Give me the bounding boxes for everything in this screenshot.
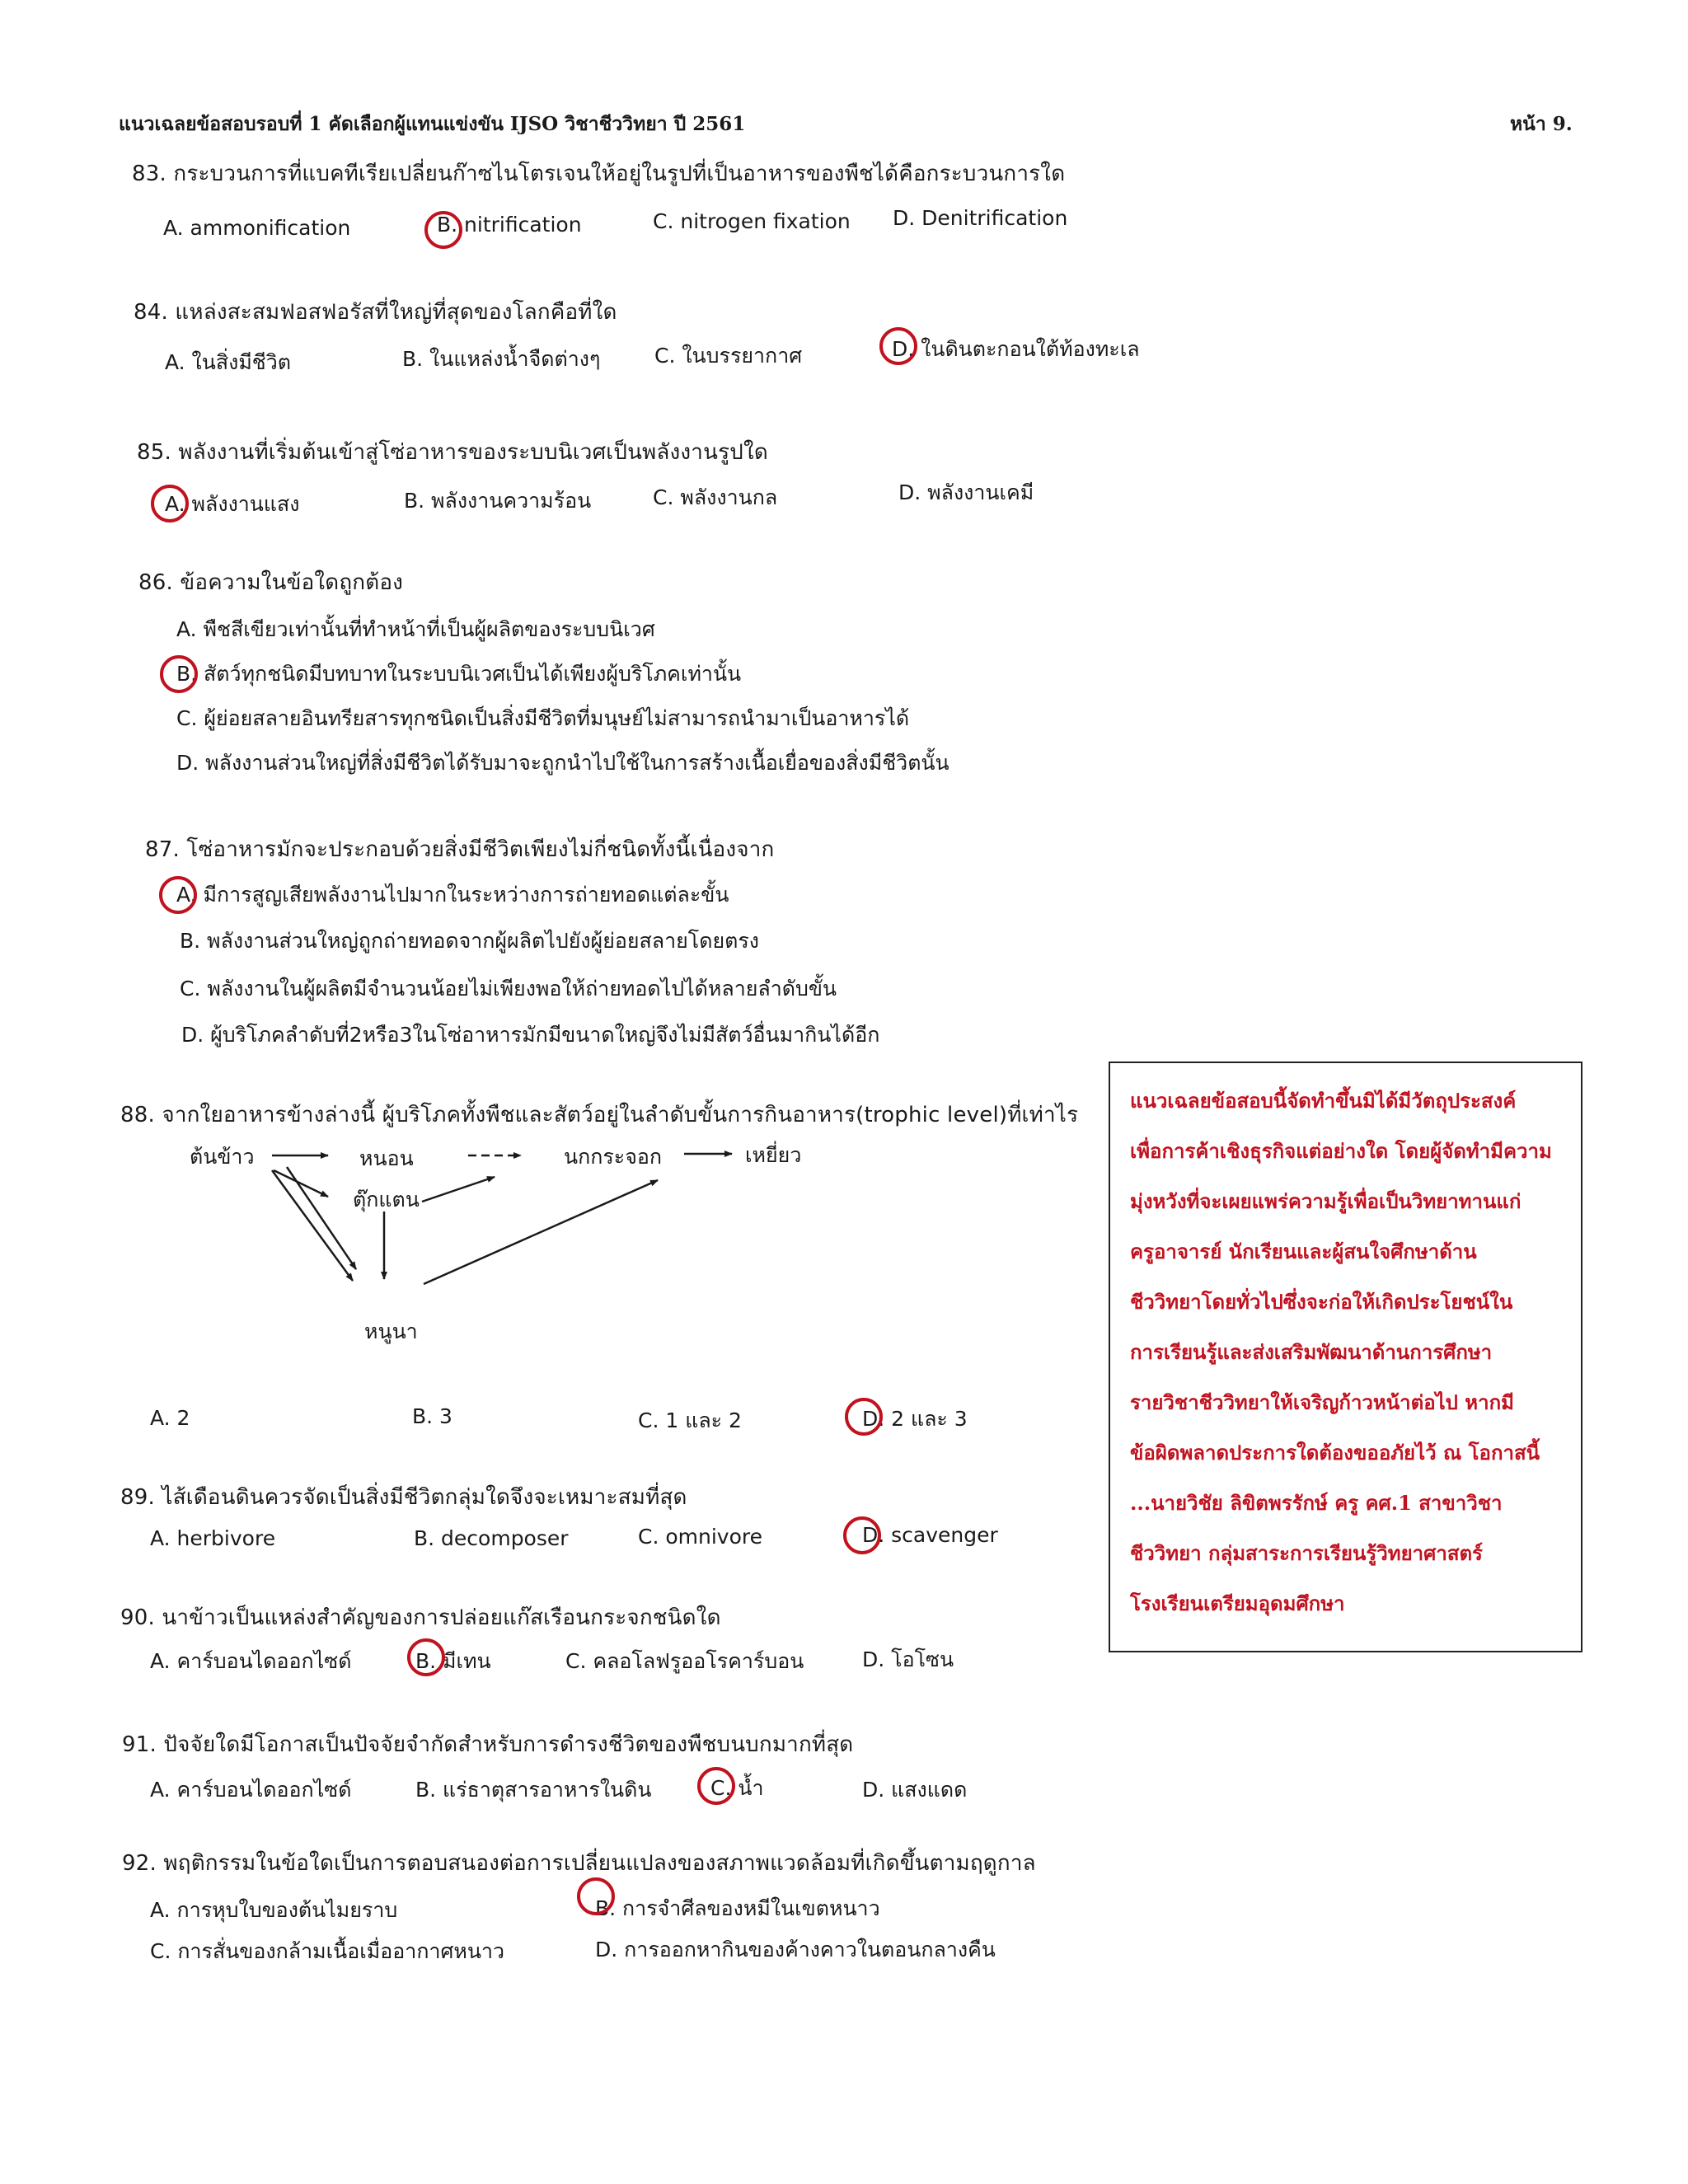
q90-option-a: A. คาร์บอนไดออกไซด์ — [150, 1649, 352, 1673]
q85-option-d: D. พลังงานเคมี — [898, 480, 1034, 504]
q87-option-a: A. มีการสูญเสียพลังงานไปมากในระหว่างการถ่ายทอดแต่ละขั้น — [176, 883, 729, 907]
q87-option-c: C. พลังงานในผู้ผลิตมีจำนวนน้อยไม่เพียงพอให้ถ่ายทอดไปได้หลายลำดับขั้น — [180, 977, 837, 1001]
answer-circle-89 — [843, 1516, 881, 1554]
q86-option-d: D. พลังงานส่วนใหญ่ที่สิ่งมีชีวิตได้รับมาจะถูกนำไปใช้ในการสร้างเนื้อเยื่อของสิ่งมีชีวิตนั้น — [176, 751, 950, 775]
document-title: แนวเฉลยข้อสอบรอบที่ 1 คัดเลือกผู้แทนแข่งขัน IJSO วิชาชีววิทยา ปี 2561 — [119, 113, 746, 135]
q84-option-a: A. ในสิ่งมีชีวิต — [165, 350, 292, 374]
q88-option-b: B. 3 — [412, 1404, 452, 1428]
note-line: โรงเรียนเตรียมอุดมศึกษา — [1130, 1591, 1345, 1615]
q90-option-d: D. โอโซน — [862, 1647, 954, 1671]
note-line: ครูอาจารย์ นักเรียนและผู้สนใจศึกษาด้าน — [1130, 1240, 1477, 1263]
q91-option-b: B. แร่ธาตุสารอาหารในดิน — [415, 1778, 652, 1802]
q91-option-c: C. น้ำ — [710, 1776, 764, 1800]
q85-option-b: B. พลังงานความร้อน — [404, 489, 592, 513]
answer-circle-88 — [845, 1398, 883, 1436]
q85-option-c: C. พลังงานกล — [653, 485, 778, 509]
food-web-node-bird: นกกระจอก — [564, 1145, 663, 1169]
q83-option-c: C. nitrogen fixation — [653, 209, 851, 233]
answer-circle-92 — [577, 1877, 615, 1915]
note-line: การเรียนรู้และส่งเสริมพัฒนาด้านการศึกษา — [1130, 1340, 1493, 1364]
arrow-rice-rat-2 — [287, 1167, 356, 1269]
q84-option-b: B. ในแหล่งน้ำจืดต่างๆ — [402, 347, 601, 371]
page-number: หน้า 9. — [1510, 113, 1573, 135]
note-line: แนวเฉลยข้อสอบนี้จัดทำขึ้นมิได้มีวัตถุประสงค์ — [1130, 1089, 1517, 1113]
food-web-node-rat: หนูนา — [364, 1319, 418, 1343]
note-line: ข้อผิดพลาดประการใดต้องขออภัยไว้ ณ โอกาสนี้ — [1130, 1441, 1540, 1465]
q90-option-c: C. คลอโลฟรูออโรคาร์บอน — [565, 1649, 804, 1673]
q87-option-b: B. พลังงานส่วนใหญ่ถูกถ่ายทอดจากผู้ผลิตไปยังผู้ย่อยสลายโดยตรง — [180, 929, 759, 953]
food-web-node-worm: หนอน — [359, 1146, 414, 1170]
question-91: 91. ปัจจัยใดมีโอกาสเป็นปัจจัยจำกัดสำหรับการดำรงชีวิตของพืชบนบกมากที่สุด — [122, 1732, 854, 1757]
answer-circle-90 — [407, 1638, 445, 1676]
q87-option-d: D. ผู้บริโภคลำดับที่2หรือ3ในโซ่อาหารมักมีขนาดใหญ่จึงไม่มีสัตว์อื่นมากินได้อีก — [181, 1023, 880, 1047]
q89-option-b: B. decomposer — [414, 1526, 569, 1550]
food-web-node-hawk: เหยี่ยว — [745, 1143, 802, 1167]
q92-option-c: C. การสั่นของกล้ามเนื้อเมื่ออากาศหนาว — [150, 1939, 505, 1963]
arrow-gecko-bird — [422, 1177, 495, 1202]
arrow-rat-hawk — [424, 1180, 658, 1284]
q86-option-a: A. พืชสีเขียวเท่านั้นที่ทำหน้าที่เป็นผู้ผลิตของระบบนิเวศ — [176, 617, 655, 641]
q91-option-a: A. คาร์บอนไดออกไซด์ — [150, 1778, 352, 1802]
q88-option-c: C. 1 และ 2 — [638, 1408, 742, 1432]
q88-option-d: D. 2 และ 3 — [862, 1407, 968, 1431]
question-83: 83. กระบวนการที่แบคทีเรียเปลี่ยนก๊าซไนโตรเจนให้อยู่ในรูปที่เป็นอาหารของพืชได้คือกระบวนการใด — [132, 162, 1066, 186]
q86-option-c: C. ผู้ย่อยสลายอินทรียสารทุกชนิดเป็นสิ่งมีชีวิตที่มนุษย์ไม่สามารถนำมาเป็นอาหารได้ — [176, 706, 910, 730]
q84-option-c: C. ในบรรยากาศ — [654, 344, 803, 368]
question-89: 89. ไส้เดือนดินควรจัดเป็นสิ่งมีชีวิตกลุ่มใดจึงจะเหมาะสมที่สุด — [120, 1485, 687, 1510]
question-90: 90. นาข้าวเป็นแหล่งสำคัญของการปล่อยแก๊สเรือนกระจกชนิดใด — [120, 1605, 721, 1630]
answer-circle-91 — [697, 1767, 735, 1805]
question-88: 88. จากใยอาหารข้างล่างนี้ ผู้บริโภคทั้งพืชและสัตว์อยู่ในลำดับขั้นการกินอาหาร(trophic level)ที่เท่าไร — [120, 1103, 1079, 1127]
q88-option-a: A. 2 — [150, 1406, 190, 1430]
q92-option-a: A. การหุบใบของต้นไมยราบ — [150, 1898, 398, 1922]
food-web-node-gecko: ตุ๊กแตน — [353, 1188, 420, 1212]
question-85: 85. พลังงานที่เริ่มต้นเข้าสู่โซ่อาหารของระบบนิเวศเป็นพลังงานรูปใด — [137, 440, 768, 465]
arrow-rice-rat-1 — [272, 1170, 353, 1281]
question-84: 84. แหล่งสะสมฟอสฟอรัสที่ใหญ่ที่สุดของโลกคือที่ใด — [134, 300, 617, 325]
q92-option-b: B. การจำศีลของหมีในเขตหนาว — [595, 1896, 880, 1920]
note-line: รายวิชาชีววิทยาให้เจริญก้าวหน้าต่อไป หากมี — [1130, 1390, 1514, 1414]
q89-option-d: D. scavenger — [862, 1523, 998, 1547]
food-web-node-rice: ต้นข้าว — [190, 1145, 255, 1169]
q89-option-a: A. herbivore — [150, 1526, 276, 1550]
q83-option-a: A. ammonification — [163, 216, 351, 240]
question-86: 86. ข้อความในข้อใดถูกต้อง — [138, 570, 404, 595]
note-line: ชีววิทยาโดยทั่วไปซึ่งจะก่อให้เกิดประโยชน์ใน — [1130, 1290, 1513, 1314]
note-line: มุ่งหวังที่จะเผยแพร่ความรู้เพื่อเป็นวิทยาทานแก่ — [1130, 1189, 1522, 1213]
question-92: 92. พฤติกรรมในข้อใดเป็นการตอบสนองต่อการเปลี่ยนแปลงของสภาพแวดล้อมที่เกิดขึ้นตามฤดูกาล — [122, 1851, 1036, 1876]
q85-option-a: A. พลังงานแสง — [165, 492, 300, 516]
q83-option-d: D. Denitrification — [893, 206, 1068, 230]
q84-option-d: D. ในดินตะกอนใต้ท้องทะเล — [892, 337, 1140, 361]
q83-option-b: B. nitrification — [437, 213, 582, 237]
q90-option-b: B. มีเทน — [415, 1649, 491, 1673]
disclaimer-note-box — [1109, 1062, 1582, 1652]
q89-option-c: C. omnivore — [638, 1525, 762, 1549]
q86-option-b: B. สัตว์ทุกชนิดมีบทบาทในระบบนิเวศเป็นได้เพียงผู้บริโภคเท่านั้น — [176, 662, 742, 686]
note-line: ชีววิทยา กลุ่มสาระการเรียนรู้วิทยาศาสตร์ — [1130, 1541, 1483, 1565]
note-line: ...นายวิชัย ลิขิตพรรักษ์ ครู คศ.1 สาขาวิชา — [1130, 1491, 1503, 1515]
note-line: เพื่อการค้าเชิงธุรกิจแต่อย่างใด โดยผู้จัดทำมีความ — [1130, 1139, 1552, 1163]
q91-option-d: D. แสงแดด — [862, 1778, 968, 1802]
q92-option-d: D. การออกหากินของค้างคาวในตอนกลางคืน — [595, 1938, 996, 1961]
question-87: 87. โซ่อาหารมักจะประกอบด้วยสิ่งมีชีวิตเพียงไม่กี่ชนิดทั้งนี้เนื่องจาก — [145, 837, 775, 862]
